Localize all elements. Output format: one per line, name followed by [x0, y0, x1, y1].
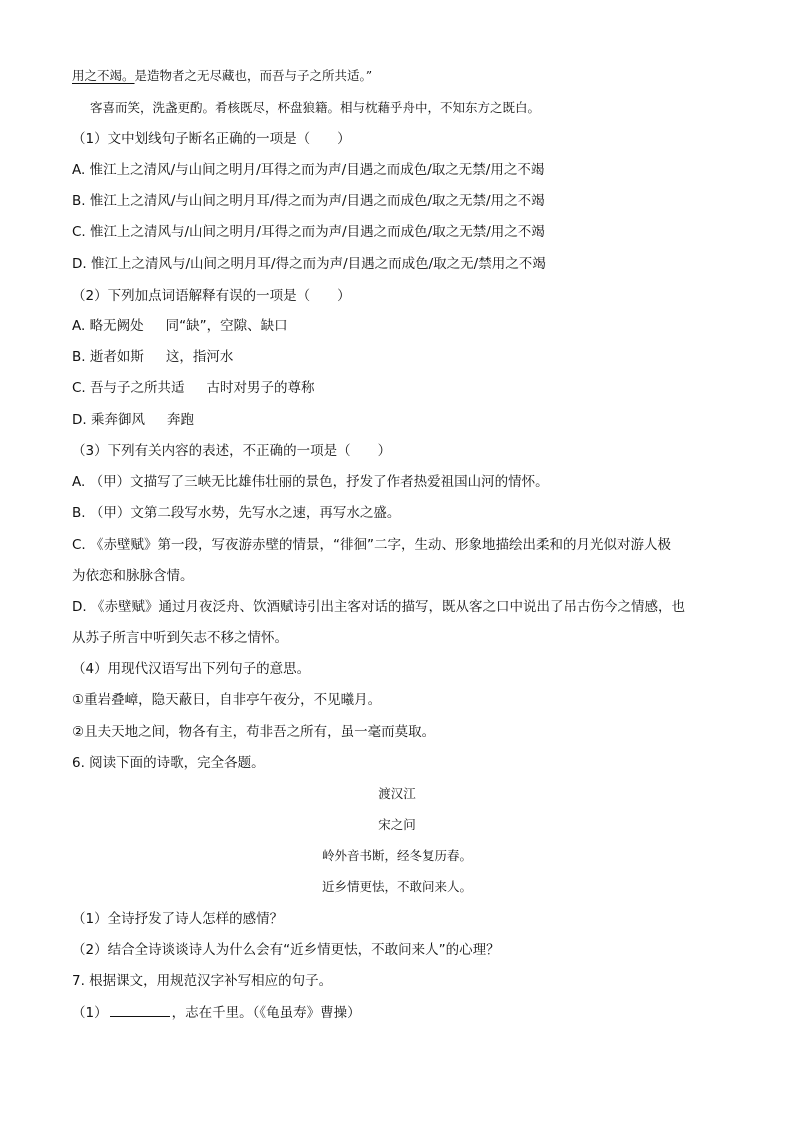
q3-option-d-line2: 从苏子所言中听到矢志不移之情怀。 — [72, 630, 288, 646]
poem-author: 宋之问 — [378, 817, 416, 832]
q2-option-c: C. 吾与子之所共适 古时对男子的尊称 — [72, 380, 315, 396]
q4-sentence-1: ①重岩叠嶂，隐天蔽日，自非亭午夜分，不见曦月。 — [72, 692, 382, 708]
q3-option-a: A. （甲）文描写了三峡无比雄伟壮丽的景色，抒发了作者热爱祖国山河的情怀。 — [72, 474, 549, 490]
q1-stem: （1）文中划线句子断名正确的一项是（ ） — [72, 131, 351, 147]
q4-sentence-2: ②且夫天地之间，物各有主，苟非吾之所有，虽一毫而莫取。 — [72, 724, 436, 740]
q1-option-d: D. 惟江上之清风与/山间之明月耳/得之而为声/目遇之而成色/取之无/禁用之不竭 — [72, 256, 546, 272]
q1-option-b: B. 惟江上之清风/与山间之明月耳/得之而为声/目遇之而成色/取之无禁/用之不竭 — [72, 193, 545, 209]
fill-in-blank[interactable] — [110, 1002, 170, 1017]
q3-option-b: B. （甲）文第二段写水势，先写水之速，再写水之盛。 — [72, 505, 401, 521]
q7-stem: 7. 根据课文，用规范汉字补写相应的句子。 — [72, 973, 333, 989]
q7-sub-1: （1） ，志在千里。（《龟虽寿》曹操） — [72, 1002, 361, 1023]
q6-sub-2: （2）结合全诗谈谈诗人为什么会有“近乡情更怯，不敢问来人”的心理？ — [72, 942, 500, 958]
q2-option-a: A. 略无阙处 同“缺”，空隙、缺口 — [72, 318, 288, 334]
q3-option-d-line1: D. 《赤壁赋》通过月夜泛舟、饮酒赋诗引出主客对话的描写，既从客之口中说出了吊古伤今之情感，也 — [72, 599, 685, 615]
q1-option-a: A. 惟江上之清风/与山间之明月/耳得之而为声/目遇之而成色/取之无禁/用之不竭 — [72, 162, 545, 178]
q2-option-b: B. 逝者如斯 这，指河水 — [72, 349, 234, 365]
q4-stem: （4）用现代汉语写出下列句子的意思。 — [72, 661, 311, 677]
q2-option-d: D. 乘奔御风 奔跑 — [72, 412, 194, 428]
q3-option-c-line2: 为依恋和脉脉含情。 — [72, 568, 194, 584]
poem-line-1: 岭外音书断，经冬复历春。 — [321, 848, 472, 863]
passage-line-2: 客喜而笑，洗盏更酌。肴核既尽，杯盘狼籍。相与枕藉乎舟中，不知东方之既白。 — [90, 100, 541, 115]
q2-stem: （2）下列加点词语解释有误的一项是（ ） — [72, 288, 351, 304]
poem-line-2: 近乡情更怯，不敢问来人。 — [321, 879, 472, 894]
poem-title: 渡汉江 — [378, 786, 416, 801]
underlined-sentence: 用之不竭。 — [72, 68, 135, 83]
q1-option-c: C. 惟江上之清风与/山间之明月/耳得之而为声/目遇之而成色/取之无禁/用之不竭 — [72, 224, 545, 240]
q6-sub-1: （1）全诗抒发了诗人怎样的感情？ — [72, 911, 284, 927]
q3-stem: （3）下列有关内容的表述，不正确的一项是（ ） — [72, 443, 392, 459]
q3-option-c-line1: C. 《赤壁赋》第一段，写夜游赤壁的情景，“徘徊”二字，生动、形象地描绘出柔和的月光似对游人极 — [72, 537, 671, 553]
q6-stem: 6. 阅读下面的诗歌，完全各题。 — [72, 755, 265, 771]
passage-line-1: 用之不竭。是造物者之无尽藏也，而吾与子之所共适。” — [72, 68, 373, 83]
